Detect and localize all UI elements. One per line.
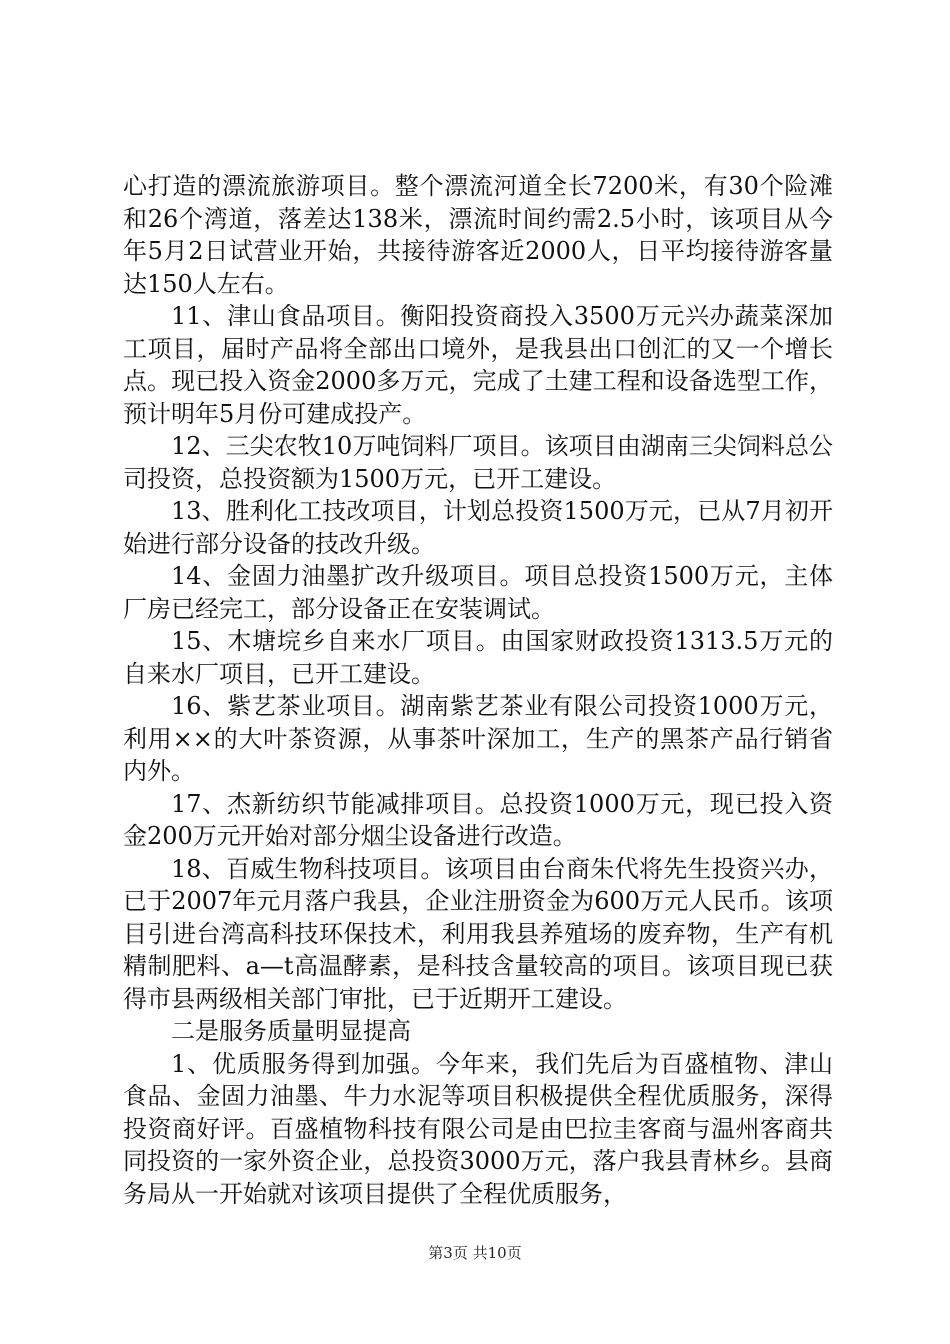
paragraph-0: 心打造的漂流旅游项目。整个漂流河道全长7200米，有30个险滩和26个湾道，落差达138米，漂流时间约需2.5小时，该项目从今年5月2日试营业开始，共接待游客近2000人，日平均接待游客量达150人左右。: [123, 172, 833, 298]
paragraph-7: 17、杰新纺织节能减排项目。总投资1000万元，现已投入资金200万元开始对部分烟尘设备进行改造。: [123, 789, 833, 850]
paragraph-3: 13、胜利化工技改项目，计划总投资1500万元，已从7月初开始进行部分设备的技改升级。: [123, 497, 833, 558]
page-footer: [0, 1243, 950, 1263]
paragraph-8: 18、百威生物科技项目。该项目由台商朱代将先生投资兴办，已于2007年元月落户我县，企业注册资金为600万元人民币。该项目引进台湾高科技环保技术，利用我县养殖场的废弃物，生产有机精制肥料、a—t高温酵素，是科技含量较高的项目。该项目现已获得市县两级相关部门审批，已于近期开工建设。: [123, 854, 833, 1013]
document-body: [123, 170, 833, 1210]
section-heading: 二是服务质量明显提高: [171, 1017, 411, 1045]
paragraph-5: 15、木塘垸乡自来水厂项目。由国家财政投资1313.5万元的自来水厂项目，已开工建设。: [123, 627, 833, 688]
page-number-label: 第3页 共10页: [428, 1244, 522, 1262]
paragraph-1: 11、津山食品项目。衡阳投资商投入3500万元兴办蔬菜深加工项目，届时产品将全部出口境外，是我县出口创汇的又一个增长点。现已投入资金2000多万元，完成了土建工程和设备选型工作，预计明年5月份可建成投产。: [123, 302, 833, 428]
paragraph-10: 1、优质服务得到加强。今年来，我们先后为百盛植物、津山食品、金固力油墨、牛力水泥等项目积极提供全程优质服务，深得投资商好评。百盛植物科技有限公司是由巴拉圭客商与温州客商共同投资的一家外资企业，总投资3000万元，落户我县青林乡。县商务局从一开始就对该项目提供了全程优质服务，: [123, 1049, 833, 1208]
paragraph-2: 12、三尖农牧10万吨饲料厂项目。该项目由湖南三尖饲料总公司投资，总投资额为1500万元，已开工建设。: [123, 432, 833, 493]
paragraph-4: 14、金固力油墨扩改升级项目。项目总投资1500万元，主体厂房已经完工，部分设备正在安装调试。: [123, 562, 833, 623]
paragraph-6: 16、紫艺茶业项目。湖南紫艺茶业有限公司投资1000万元，利用××的大叶茶资源，从事茶叶深加工，生产的黑茶产品行销省内外。: [123, 692, 833, 785]
